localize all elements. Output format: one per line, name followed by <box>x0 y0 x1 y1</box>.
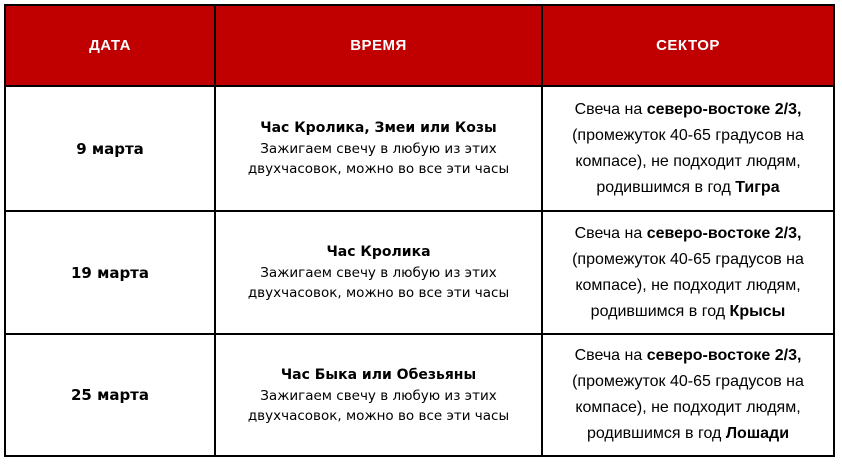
date-cell: 25 марта <box>5 334 215 456</box>
sector-line: Свеча на северо-востоке 2/3, <box>574 224 802 242</box>
time-note-line: двухчасовок, можно во все эти часы <box>247 285 510 301</box>
table-row <box>5 211 834 334</box>
sector-line: компасе), не подходит людям, <box>575 276 801 294</box>
sector-line: (промежуток 40-65 градусов на <box>572 250 804 268</box>
column-header-date: ДАТА <box>5 5 215 86</box>
time-title: Час Кролика <box>326 244 431 260</box>
table-row <box>5 334 834 456</box>
sector-line: (промежуток 40-65 градусов на <box>572 126 804 144</box>
column-header-time: ВРЕМЯ <box>215 5 542 86</box>
time-cell <box>215 334 542 456</box>
time-note-line: двухчасовок, можно во все эти часы <box>247 407 510 424</box>
time-title: Час Быка или Обезьяны <box>280 366 477 383</box>
sector-line: компасе), не подходит людям, <box>575 399 801 416</box>
time-note-line: Зажигаем свечу в любую из этих <box>260 141 497 157</box>
table-row <box>5 86 834 211</box>
sector-cell <box>542 334 834 456</box>
sector-line: родившимся в год Тигра <box>596 178 780 196</box>
sector-cell <box>542 86 834 211</box>
sector-line: Свеча на северо-востоке 2/3, <box>574 347 802 364</box>
sector-line: компасе), не подходит людям, <box>575 152 801 170</box>
sector-line: Свеча на северо-востоке 2/3, <box>574 100 802 118</box>
date-cell: 9 марта <box>5 86 215 211</box>
time-note-line: Зажигаем свечу в любую из этих <box>260 387 497 404</box>
sector-line: родившимся в год Крысы <box>590 302 786 320</box>
column-header-sector: СЕКТОР <box>542 5 834 86</box>
table-header-row <box>5 5 834 86</box>
sector-cell <box>542 211 834 334</box>
time-note-line: Зажигаем свечу в любую из этих <box>260 265 497 281</box>
sector-line: родившимся в год Лошади <box>586 425 790 442</box>
time-cell <box>215 211 542 334</box>
candle-schedule-table <box>4 4 835 457</box>
date-cell: 19 марта <box>5 211 215 334</box>
time-title: Час Кролика, Змеи или Козы <box>260 120 497 136</box>
time-note-line: двухчасовок, можно во все эти часы <box>247 161 510 177</box>
time-cell <box>215 86 542 211</box>
sector-line: (промежуток 40-65 градусов на <box>572 373 804 390</box>
